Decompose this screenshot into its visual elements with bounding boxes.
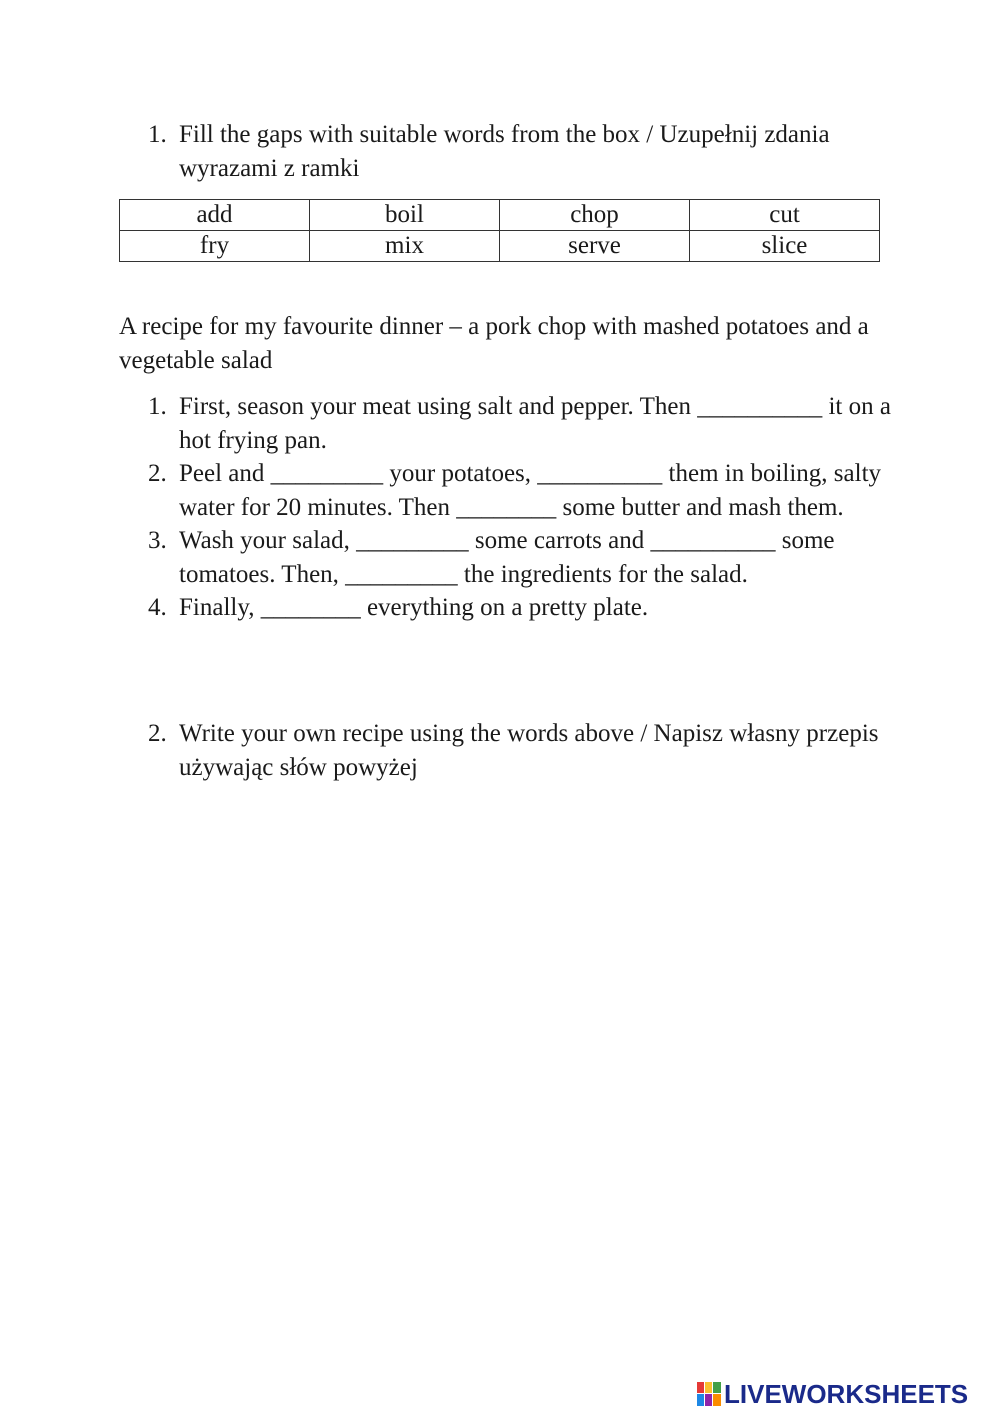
word-box-cell: add — [120, 200, 310, 231]
word-box-cell: fry — [120, 231, 310, 262]
recipe-steps — [148, 390, 908, 625]
word-box-cell: mix — [310, 231, 500, 262]
recipe-step-text: Peel and _________ your potatoes, __________ them in boiling, salty water for 20 minutes. Then ________ some butter and mash them. — [179, 460, 882, 521]
recipe-step-number: 3. — [148, 527, 167, 554]
recipe-step-number: 2. — [148, 460, 167, 487]
recipe-step-number: 1. — [148, 393, 167, 420]
recipe-title: A recipe for my favourite dinner – a pork chop with mashed potatoes and a vegetable salad — [119, 313, 869, 374]
word-box-cell: serve — [500, 231, 690, 262]
recipe-step-number: 4. — [148, 594, 167, 621]
word-box-cell: chop — [500, 200, 690, 231]
recipe-step-text: First, season your meat using salt and pepper. Then __________ it on a hot frying pan. — [179, 393, 891, 454]
word-box-cell: slice — [690, 231, 880, 262]
recipe-step — [148, 524, 908, 591]
word-box — [119, 199, 880, 262]
task-1-text: Fill the gaps with suitable words from the box / Uzupełnij zdania wyrazami z ramki — [179, 121, 830, 182]
recipe-step — [148, 591, 908, 625]
liveworksheets-logo-icon — [697, 1382, 721, 1406]
liveworksheets-branding[interactable] — [697, 1378, 995, 1410]
recipe-step — [148, 457, 908, 524]
word-box-row — [120, 231, 880, 262]
recipe-step-text: Wash your salad, _________ some carrots and __________ some tomatoes. Then, _________ the ingredients for the salad. — [179, 527, 835, 588]
word-box-cell: cut — [690, 200, 880, 231]
recipe-step — [148, 390, 908, 457]
task-1-number: 1. — [148, 121, 167, 148]
word-box-cell: boil — [310, 200, 500, 231]
recipe-step-text: Finally, ________ everything on a pretty plate. — [179, 594, 649, 621]
liveworksheets-wordmark: LIVEWORKSHEETS — [724, 1379, 969, 1409]
task-2-text: Write your own recipe using the words above / Napisz własny przepis używając słów powyżej — [179, 720, 879, 781]
word-box-row — [120, 200, 880, 231]
task-2-number: 2. — [148, 720, 167, 747]
